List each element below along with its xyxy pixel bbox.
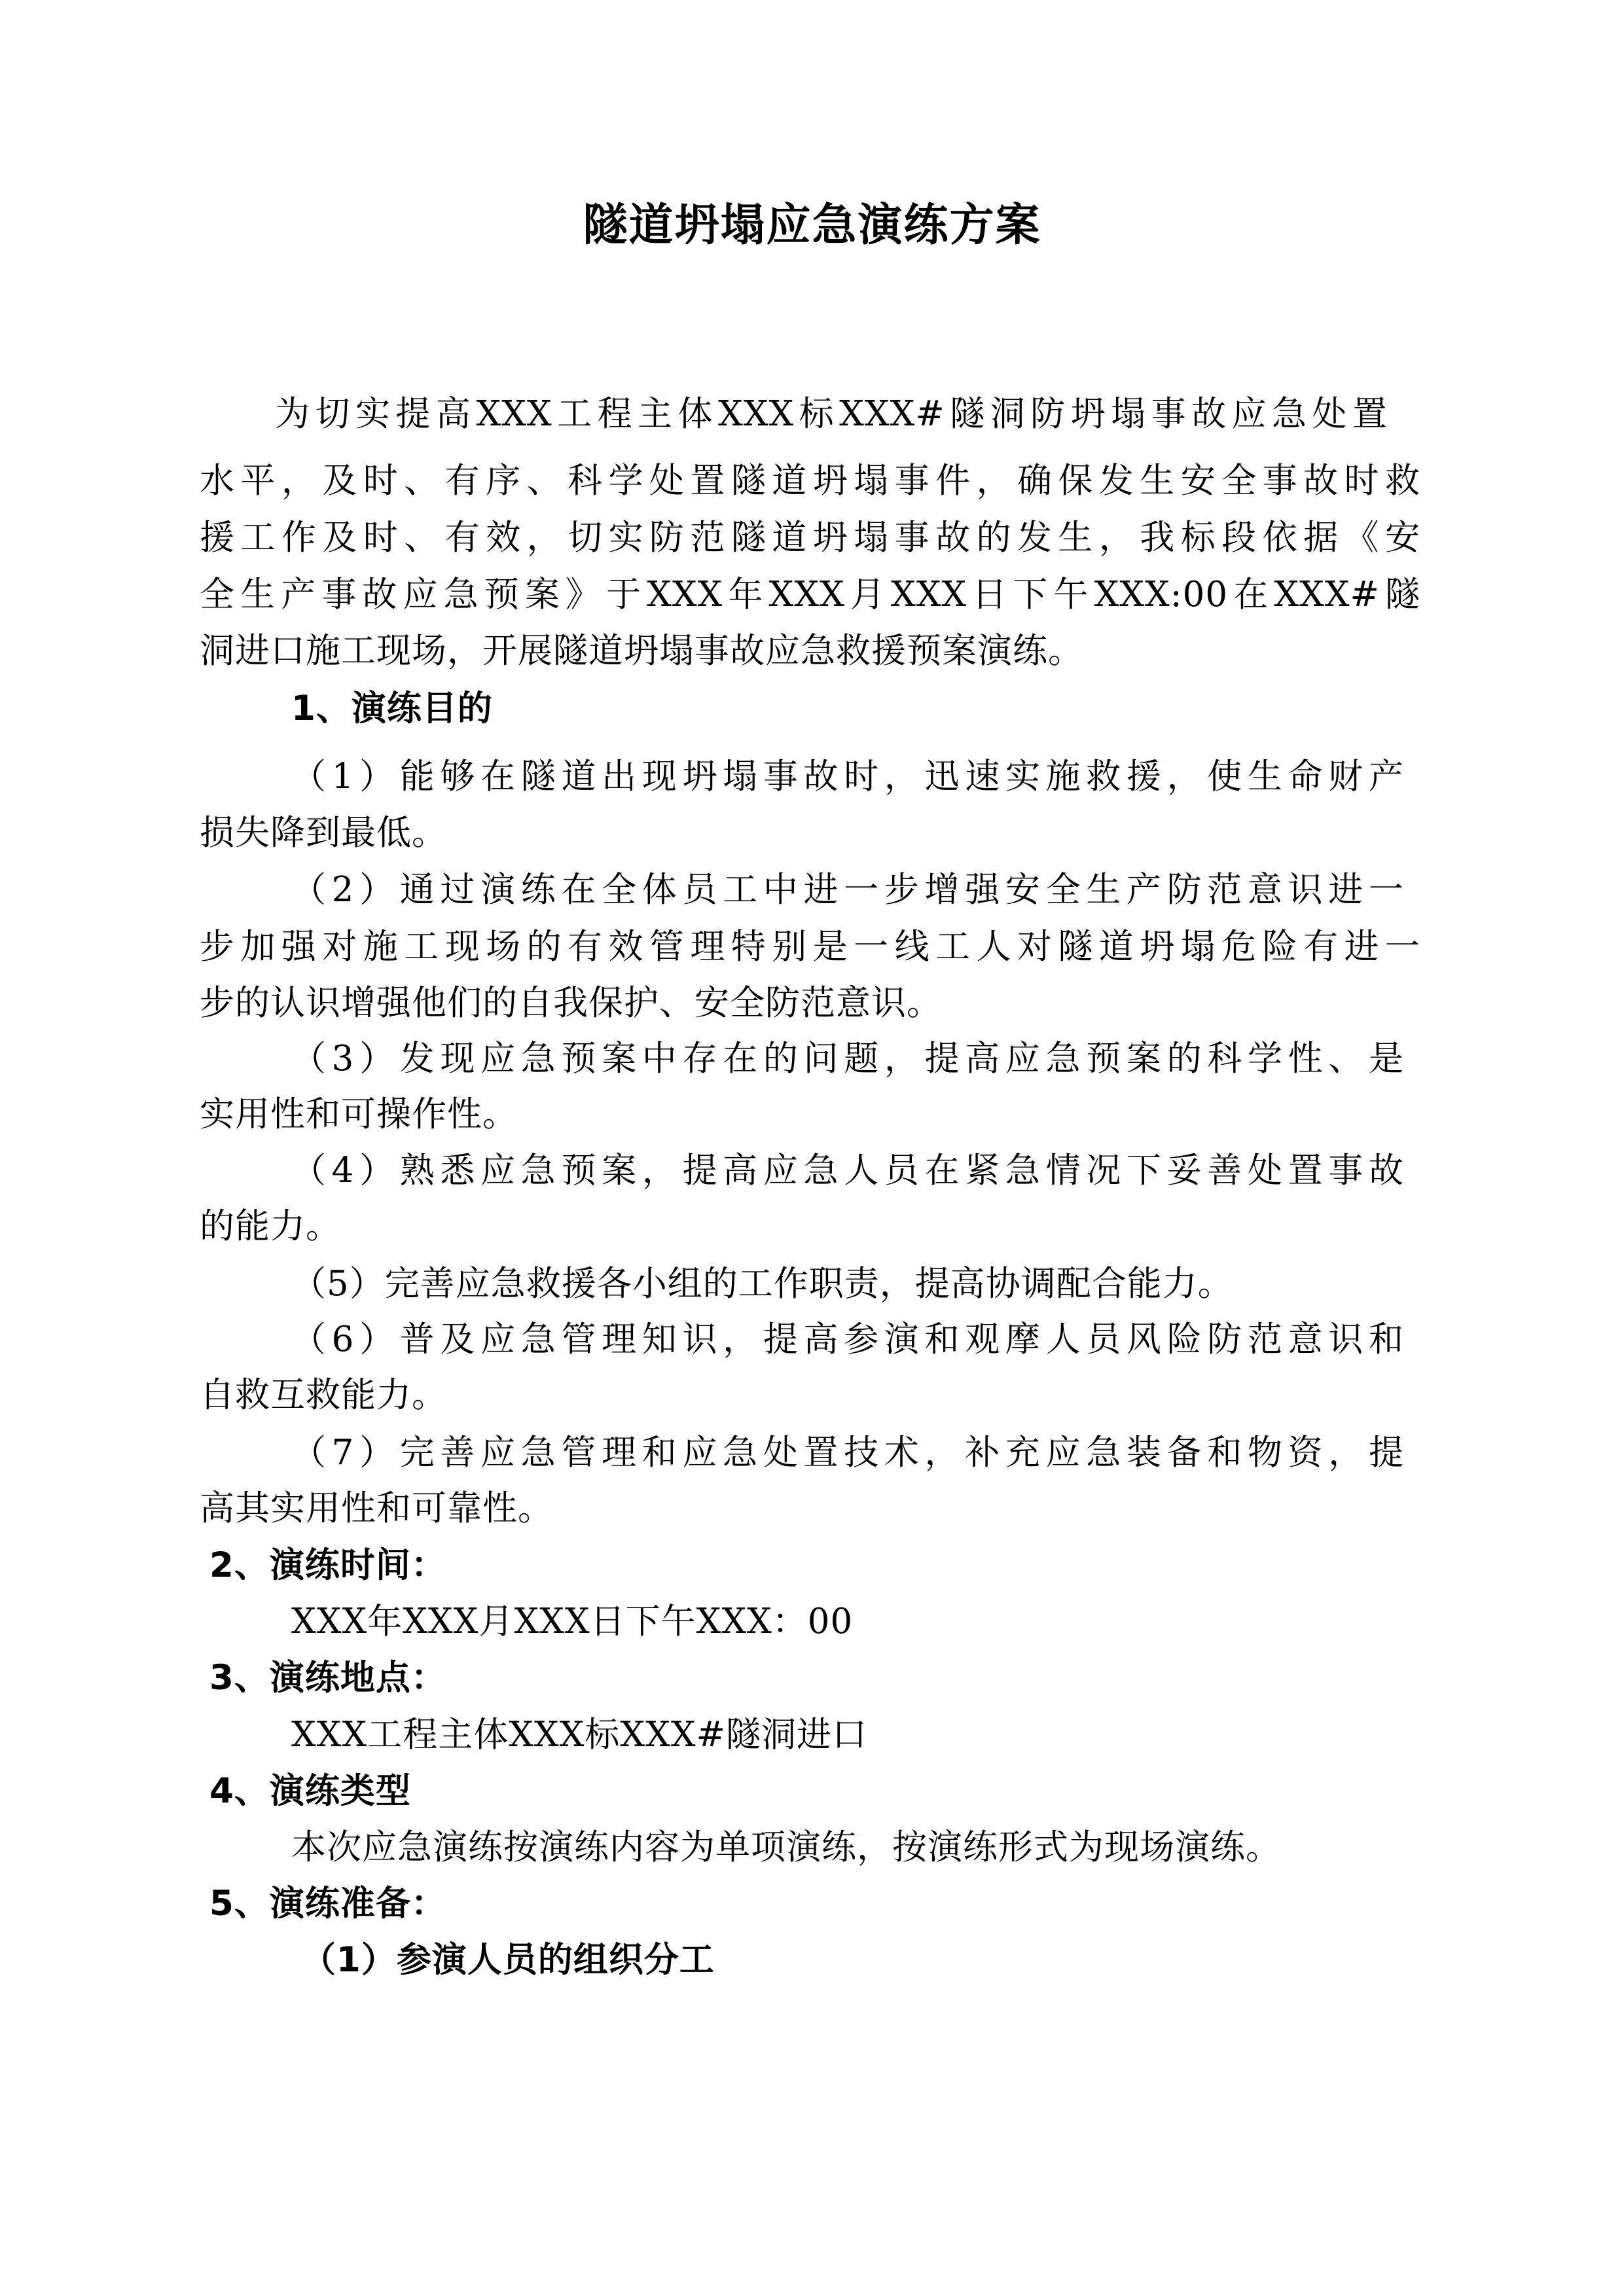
purpose-line-2: 损失降到最低。 [200, 813, 447, 853]
purpose-line-5: 步的认识增强他们的自我保护、安全防范意识。 [200, 983, 942, 1023]
purpose-line-7: 实用性和可操作性。 [200, 1094, 518, 1134]
purpose-line-10: （5）完善应急救援各小组的工作职责，提高协调配合能力。 [291, 1264, 1233, 1304]
intro-line-2: 水平，及时、有序、科学处置隧道坍塌事件，确保发生安全事故时救 [200, 461, 1420, 501]
purpose-line-6: （3）发现应急预案中存在的问题，提高应急预案的科学性、是 [291, 1039, 1404, 1079]
purpose-line-8: （4）熟悉应急预案，提高应急人员在紧急情况下妥善处置事故 [291, 1151, 1404, 1191]
intro-line-3: 援工作及时、有效，切实防范隧道坍塌事故的发生，我标段依据《安 [200, 518, 1420, 558]
document-title: 隧道坍塌应急演练方案 [583, 200, 1041, 251]
purpose-line-3: （2）通过演练在全体员工中进一步增强安全生产防范意识进一 [291, 870, 1404, 910]
section-3-text: XXX工程主体XXX标XXX#隧洞进口 [291, 1715, 867, 1755]
intro-line-5: 洞进口施工现场，开展隧道坍塌事故应急救援预案演练。 [200, 631, 1083, 671]
section-1-heading: 1、演练目的 [291, 689, 493, 728]
purpose-line-14: 高其实用性和可靠性。 [200, 1488, 553, 1528]
purpose-line-11: （6）普及应急管理知识，提高参演和观摩人员风险防范意识和 [291, 1319, 1404, 1359]
section-5-subheading: （1）参演人员的组织分工 [301, 1940, 715, 1980]
section-2-text: XXX年XXX月XXX日下午XXX：00 [291, 1602, 854, 1641]
section-4-heading: 4、演练类型 [209, 1771, 411, 1811]
intro-line-1: 为切实提高XXX工程主体XXX标XXX#隧洞防坍塌事故应急处置 [275, 394, 1388, 434]
section-3-heading: 3、演练地点： [209, 1658, 446, 1698]
purpose-line-4: 步加强对施工现场的有效管理特别是一线工人对隧道坍塌危险有进一 [200, 927, 1420, 967]
purpose-line-9: 的能力。 [200, 1206, 341, 1246]
section-4-text: 本次应急演练按演练内容为单项演练，按演练形式为现场演练。 [291, 1827, 1281, 1867]
purpose-line-13: （7）完善应急管理和应急处置技术，补充应急装备和物资，提 [291, 1433, 1404, 1473]
purpose-line-1: （1）能够在隧道出现坍塌事故时，迅速实施救援，使生命财产 [291, 757, 1404, 797]
intro-line-4: 全生产事故应急预案》于XXX年XXX月XXX日下午XXX:00在XXX#隧 [200, 575, 1420, 615]
purpose-line-12: 自救互救能力。 [200, 1375, 447, 1415]
section-2-heading: 2、演练时间： [209, 1545, 446, 1585]
section-5-heading: 5、演练准备： [209, 1884, 446, 1924]
